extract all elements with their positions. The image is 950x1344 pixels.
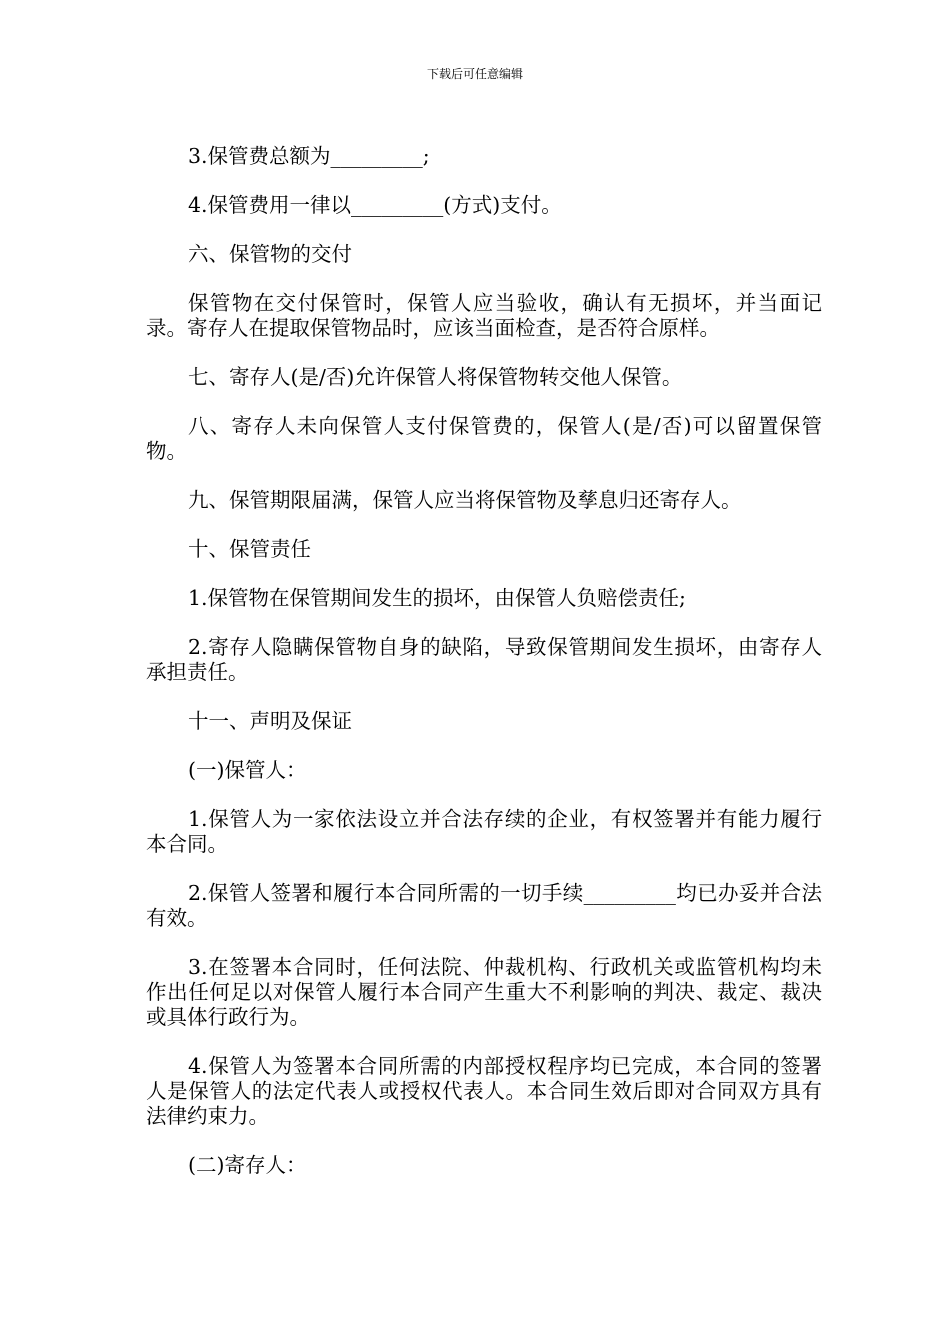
document-body (146, 144, 822, 1202)
paragraph-delivery: 保管物在交付保管时，保管人应当验收，确认有无损坏，并当面记录。寄存人在提取保管物品时，应该当面检查，是否符合原样。 (146, 291, 822, 340)
paragraph-warranty-3: 3.在签署本合同时，任何法院、仲裁机构、行政机关或监管机构均未作出任何足以对保管人履行本合同产生重大不利影响的判决、裁定、裁决或具体行政行为。 (146, 955, 822, 1029)
paragraph-liability-2: 2.寄存人隐瞒保管物自身的缺陷，导致保管期间发生损坏，由寄存人承担责任。 (146, 635, 822, 684)
section-heading-liability: 十、保管责任 (188, 537, 311, 561)
paragraph-fee-payment: 4.保管费用一律以_________(方式)支付。 (188, 193, 562, 217)
subheading-depositor: (二)寄存人： (188, 1153, 307, 1177)
paragraph-warranty-4: 4.保管人为签署本合同所需的内部授权程序均已完成，本合同的签署人是保管人的法定代表人或授权代表人。本合同生效后即对合同双方具有法律约束力。 (146, 1054, 822, 1128)
paragraph-warranty-2: 2.保管人签署和履行本合同所需的一切手续_________均已办妥并合法有效。 (146, 881, 822, 930)
section-heading-delivery: 六、保管物的交付 (188, 242, 352, 266)
page-header-note: 下载后可任意编辑 (426, 67, 523, 81)
section-heading-return: 九、保管期限届满，保管人应当将保管物及孳息归还寄存人。 (188, 488, 742, 512)
paragraph-liability-1: 1.保管物在保管期间发生的损坏，由保管人负赔偿责任; (188, 586, 686, 610)
paragraph-warranty-1: 1.保管人为一家依法设立并合法存续的企业，有权签署并有能力履行本合同。 (146, 807, 822, 856)
subheading-custodian: (一)保管人： (188, 758, 307, 782)
section-heading-warranties: 十一、声明及保证 (188, 709, 352, 733)
section-heading-lien: 八、寄存人未向保管人支付保管费的，保管人(是/否)可以留置保管物。 (146, 414, 822, 463)
section-heading-transfer: 七、寄存人(是/否)允许保管人将保管物转交他人保管。 (188, 365, 683, 389)
paragraph-fee-total: 3.保管费总额为_________; (188, 144, 430, 168)
